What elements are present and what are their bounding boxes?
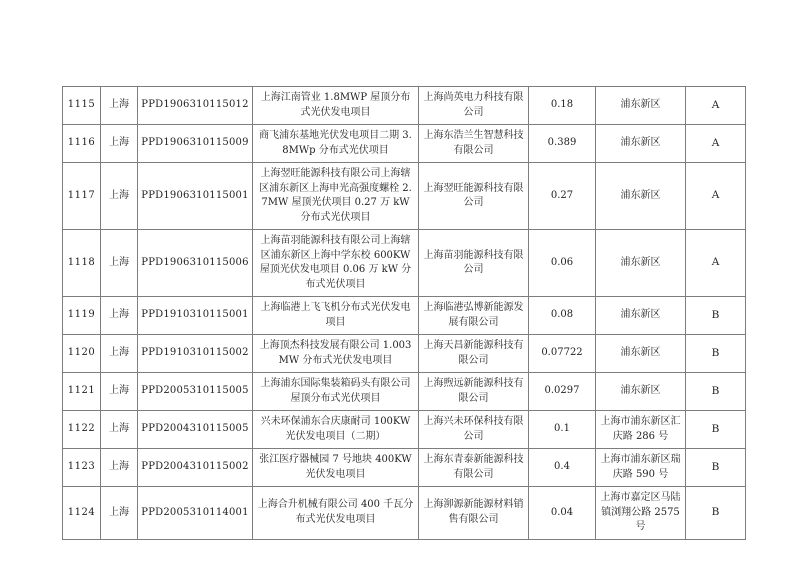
grade-cell: A — [686, 230, 746, 297]
district-cell: 浦东新区 — [596, 87, 686, 125]
project-id-cell: PPD1910310115002 — [138, 335, 253, 373]
row-index-cell: 1121 — [63, 373, 101, 411]
project-id-cell: PPD1910310115001 — [138, 297, 253, 335]
row-index-cell: 1120 — [63, 335, 101, 373]
grade-cell: A — [686, 163, 746, 230]
row-index-cell: 1118 — [63, 230, 101, 297]
company-cell: 上海临港弘博新能源发展有限公司 — [419, 297, 529, 335]
capacity-cell: 0.06 — [529, 230, 596, 297]
district-cell: 浦东新区 — [596, 125, 686, 163]
project-id-cell: PPD1906310115001 — [138, 163, 253, 230]
capacity-cell: 0.389 — [529, 125, 596, 163]
company-cell: 上海泖源新能源材料销售有限公司 — [419, 487, 529, 540]
table-row — [63, 449, 746, 487]
table-row — [63, 125, 746, 163]
row-index-cell: 1124 — [63, 487, 101, 540]
capacity-cell: 0.1 — [529, 411, 596, 449]
district-cell: 浦东新区 — [596, 335, 686, 373]
project-name-cell: 兴未环保浦东合庆康耐司 100KW 光伏发电项目（二期） — [253, 411, 419, 449]
province-cell: 上海 — [101, 87, 138, 125]
district-cell: 浦东新区 — [596, 163, 686, 230]
table-row — [63, 230, 746, 297]
province-cell: 上海 — [101, 125, 138, 163]
project-name-cell: 商飞浦东基地光伏发电项目二期 3.8MWp 分布式光伏项目 — [253, 125, 419, 163]
company-cell: 上海苗羽能源科技有限公司 — [419, 230, 529, 297]
table-row — [63, 487, 746, 540]
province-cell: 上海 — [101, 487, 138, 540]
grade-cell: A — [686, 125, 746, 163]
grade-cell: B — [686, 373, 746, 411]
project-id-cell: PPD2004310115005 — [138, 411, 253, 449]
grade-cell: B — [686, 487, 746, 540]
grade-cell: A — [686, 87, 746, 125]
row-index-cell: 1115 — [63, 87, 101, 125]
district-cell: 上海市嘉定区马陆镇浏翔公路 2575 号 — [596, 487, 686, 540]
table-row — [63, 297, 746, 335]
province-cell: 上海 — [101, 297, 138, 335]
table-row — [63, 87, 746, 125]
project-name-cell: 张江医疗器械园 7 号地块 400KW 光伏发电项目 — [253, 449, 419, 487]
company-cell: 上海天昌新能源科技有限公司 — [419, 335, 529, 373]
project-id-cell: PPD2005310114001 — [138, 487, 253, 540]
company-cell: 上海东浩兰生智慧科技有限公司 — [419, 125, 529, 163]
row-index-cell: 1119 — [63, 297, 101, 335]
project-name-cell: 上海浦东国际集装箱码头有限公司屋顶分布式光伏项目 — [253, 373, 419, 411]
row-index-cell: 1123 — [63, 449, 101, 487]
grade-cell: B — [686, 411, 746, 449]
capacity-cell: 0.07722 — [529, 335, 596, 373]
project-name-cell: 上海合升机械有限公司 400 千瓦分布式光伏发电项目 — [253, 487, 419, 540]
company-cell: 上海兴未环保科技有限公司 — [419, 411, 529, 449]
grade-cell: B — [686, 449, 746, 487]
capacity-cell: 0.27 — [529, 163, 596, 230]
project-name-cell: 上海临港上飞飞机分布式光伏发电项目 — [253, 297, 419, 335]
project-id-cell: PPD1906310115009 — [138, 125, 253, 163]
company-cell: 上海东青泰新能源科技有限公司 — [419, 449, 529, 487]
province-cell: 上海 — [101, 449, 138, 487]
grade-cell: B — [686, 297, 746, 335]
projects-table — [62, 86, 746, 540]
project-id-cell: PPD2004310115002 — [138, 449, 253, 487]
capacity-cell: 0.0297 — [529, 373, 596, 411]
table-row — [63, 163, 746, 230]
project-name-cell: 上海苗羽能源科技有限公司上海辖区浦东新区上海中学东校 600KW 屋顶光伏发电项目 0.06 万 kW 分布式光伏项目 — [253, 230, 419, 297]
table-row — [63, 373, 746, 411]
table-row — [63, 411, 746, 449]
company-cell: 上海尚英电力科技有限公司 — [419, 87, 529, 125]
province-cell: 上海 — [101, 373, 138, 411]
capacity-cell: 0.04 — [529, 487, 596, 540]
district-cell: 浦东新区 — [596, 373, 686, 411]
company-cell: 上海煦远新能源科技有限公司 — [419, 373, 529, 411]
company-cell: 上海翌旺能源科技有限公司 — [419, 163, 529, 230]
grade-cell: B — [686, 335, 746, 373]
row-index-cell: 1122 — [63, 411, 101, 449]
table-row — [63, 335, 746, 373]
capacity-cell: 0.08 — [529, 297, 596, 335]
province-cell: 上海 — [101, 230, 138, 297]
province-cell: 上海 — [101, 335, 138, 373]
province-cell: 上海 — [101, 411, 138, 449]
district-cell: 上海市浦东新区瑞庆路 590 号 — [596, 449, 686, 487]
province-cell: 上海 — [101, 163, 138, 230]
project-id-cell: PPD1906310115012 — [138, 87, 253, 125]
project-name-cell: 上海顶杰科技发展有限公司 1.003MW 分布式光伏发电项目 — [253, 335, 419, 373]
district-cell: 浦东新区 — [596, 297, 686, 335]
row-index-cell: 1117 — [63, 163, 101, 230]
capacity-cell: 0.18 — [529, 87, 596, 125]
capacity-cell: 0.4 — [529, 449, 596, 487]
projects-table-body — [63, 87, 746, 540]
project-id-cell: PPD1906310115006 — [138, 230, 253, 297]
project-name-cell: 上海江南管业 1.8MWP 屋顶分布式光伏发电项目 — [253, 87, 419, 125]
project-id-cell: PPD2005310115005 — [138, 373, 253, 411]
district-cell: 浦东新区 — [596, 230, 686, 297]
project-name-cell: 上海翌旺能源科技有限公司上海辖区浦东新区上海申光高强度螺栓 2.7MW 屋顶光伏项目 0.27 万 kW 分布式光伏项目 — [253, 163, 419, 230]
row-index-cell: 1116 — [63, 125, 101, 163]
district-cell: 上海市浦东新区汇庆路 286 号 — [596, 411, 686, 449]
